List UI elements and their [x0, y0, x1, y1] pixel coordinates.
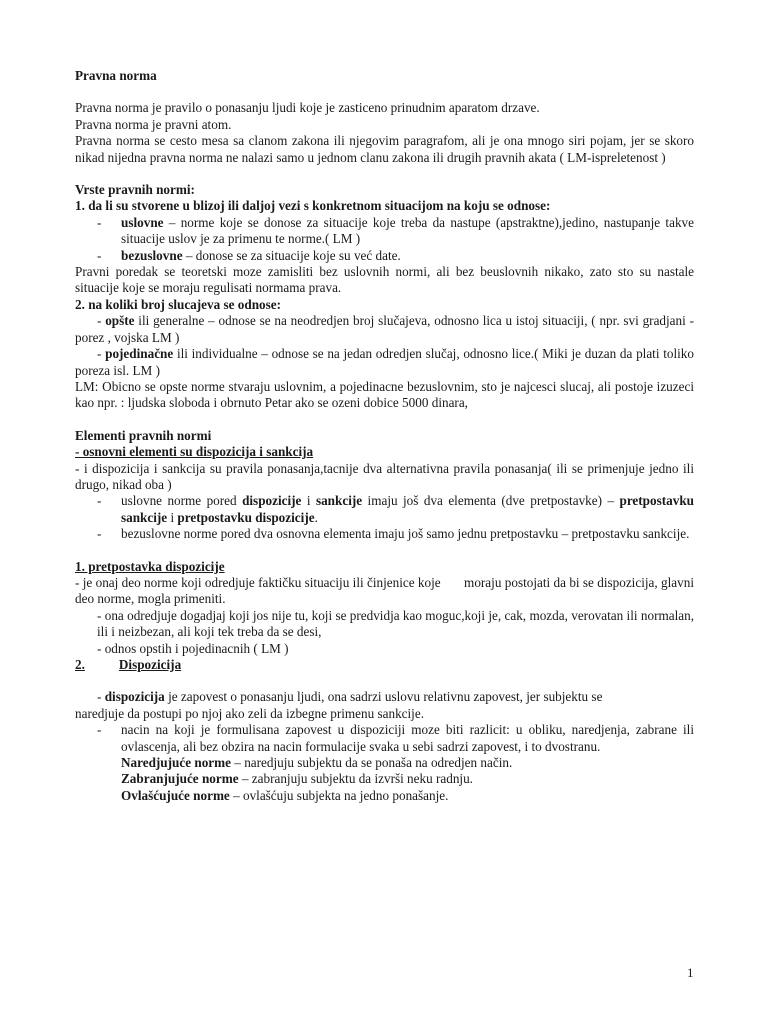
text-run: i — [167, 509, 178, 525]
pretpostavka-heading: 1. pretpostavka dispozicije — [75, 558, 225, 574]
text-run: – naredjuju subjektu da se ponaša na odredjen način. — [231, 755, 513, 771]
text-pojedinacne: ili individualne – odnose se na jedan odredjen slučaj, odnosno lice.( Miki je duzan da plati toliko poreza isl. LM ) — [75, 346, 694, 378]
term-naredjujuce: Naredjujuće norme — [121, 755, 231, 771]
text-bezuslovne: – donose se za situacije koje su već date. — [182, 247, 401, 263]
term-dispozicija: dispozicija — [104, 689, 165, 705]
text-run: je zapovest o ponasanju ljudi, ona sadrzi uslovu relativnu zapovest, jer subjektu se — [164, 689, 603, 705]
term-pojedinacne: pojedinačne — [105, 346, 174, 362]
dash-bullet: - — [97, 346, 106, 362]
pretpostavka-line2: - ona odredjuje dogadjaj koji jos nije tu, koji se predvidja kao moguc,koji je, cak, mozda, verovatan ili normalan, ili i neizbezan, ali koji tek treba da se desi, — [97, 607, 694, 640]
dash-bullet: - — [97, 214, 102, 230]
text-uslovne: – norme koje se donose za situacije koje treba da nastupe (apstraktne),jedino, nastupanje takve situacije uslov je za primenu te norme.( LM ) — [121, 214, 694, 247]
ovlascujuce-line — [75, 788, 694, 804]
intro-line-1: Pravna norma je pravilo o ponasanju ljudi koje je zasticeno prinudnim aparatom drzave. — [75, 100, 540, 116]
term-pretpostavku-dispozicije: pretpostavku dispozicije — [177, 509, 315, 525]
dash-bullet: - — [97, 313, 106, 329]
list-item-uslovne-elementi — [75, 493, 694, 526]
naredjujuce-line — [75, 755, 694, 771]
text-run: – ovlašćuju subjekta na jedno ponašanje. — [229, 787, 449, 803]
dispozicija-heading: Dispozicija — [118, 657, 182, 672]
document-page — [75, 68, 698, 804]
dispozicija-def-cont: naredjuje da postupi po njoj ako zeli da izbegne primenu sankcije. — [75, 705, 424, 721]
intro-line-2: Pravna norma je pravni atom. — [75, 116, 232, 132]
dash-bullet: - — [97, 493, 102, 509]
term-bezuslovne: bezuslovne — [121, 247, 183, 263]
list-item-bezuslovne — [75, 248, 694, 264]
list-item-bezuslovne-elementi — [75, 526, 694, 542]
term-opste: opšte — [105, 313, 135, 329]
term-zabranjujuce: Zabranjujuće norme — [121, 771, 239, 787]
dash-bullet: - — [97, 722, 102, 738]
term-pretpostavku-sankcije: pretpostavku sankcije — [121, 493, 694, 525]
term-sankcije: sankcije — [315, 493, 363, 509]
pretpostavka-line1: - je onaj deo norme koji odredjuje faktičku situaciju ili činjenice koje moraju postojati da bi se dispozicija, glavni deo norme, mogla primeniti. — [75, 574, 698, 607]
term-ovlascujuce: Ovlašćujuće norme — [121, 787, 230, 803]
text-run: – zabranjuju subjektu da izvrši neku radnju. — [238, 771, 473, 787]
text-opste: ili generalne – odnose se na neodredjen broj slučajeva, odnosno lica u istoj situaciji, ( npr. svi gradjani - porez , vojska LM ) — [75, 313, 694, 345]
term-uslovne: uslovne — [121, 214, 164, 230]
vrste-heading: Vrste pravnih normi: — [75, 182, 195, 198]
dispozicija-heading-row — [75, 657, 694, 673]
text-run: nacin na koji je formulisana zapovest u dispoziciji moze biti razlicit: u obliku, naredjenja, zabrane ili ovlascenja, ali bez obzira na nacin formulacije svaka u sebi sadrzi zapovest, i to dvostranu. — [121, 722, 694, 754]
page-number: 1 — [687, 965, 694, 980]
dispozicija-def — [75, 689, 694, 705]
list-item-uslovne — [75, 215, 694, 248]
pojedinacne-paragraph — [75, 346, 694, 379]
text-run: uslovne norme pored — [121, 493, 243, 509]
term-dispozicije: dispozicije — [242, 493, 302, 509]
text-run: bezuslovne norme pored dva osnovna elementa imaju još samo jednu pretpostavku – pretpostavku sankcije. — [121, 526, 690, 542]
elementi-subheading: - osnovni elementi su dispozicija i sankcija — [75, 444, 314, 460]
list-item-nacin — [75, 722, 694, 755]
dash-bullet: - — [97, 247, 102, 263]
page-title: Pravna norma — [75, 68, 157, 83]
dispozicija-heading-num: 2. — [75, 657, 85, 672]
vrste-sub2: 2. na koliki broj slucajeva se odnose: — [75, 296, 282, 312]
pretpostavka-line3: - odnos opstih i pojedinacnih ( LM ) — [97, 640, 289, 656]
text-run: i — [301, 493, 316, 509]
text-run: . — [314, 509, 318, 525]
text-run: imaju još dva elementa (dve pretpostavke) – — [362, 493, 620, 509]
elementi-line1: - i dispozicija i sankcija su pravila ponasanja,tacnije dva alternativna pravila ponasanja( ili se primenjuje jedno ili drugo, nikad oba ) — [75, 460, 694, 492]
opste-paragraph — [75, 313, 694, 346]
dash-bullet: - — [97, 526, 102, 542]
poredak-paragraph: Pravni poredak se teoretski moze zamisliti bez uslovnih normi, ali bez beuslovnih nikako, zato sto su nastale situacije koje se moraju regulisati normama prava. — [75, 264, 694, 296]
vrste-sub1: 1. da li su stvorene u blizoj ili daljoj vezi s konkretnom situacijom na koju se odnose: — [75, 198, 551, 214]
elementi-heading: Elementi pravnih normi — [75, 427, 212, 443]
intro-line-3: Pravna norma se cesto mesa sa clanom zakona ili njegovim paragrafom, ali je ona mnogo siri pojam, jer se skoro nikad nijedna pravna norma ne nalazi samo u jednom clanu zakona ili drugih pravnih akata ( LM-ispreletenost ) — [75, 133, 694, 165]
lm-note: LM: Obicno se opste norme stvaraju uslovnim, a pojedinacne bezuslovnim, sto je najcesci slucaj, ali postoje izuzeci kao npr. : ljudska sloboda i obrnuto Petar ako se ozeni dobice 5000 dinara, — [75, 378, 694, 411]
zabranjujuce-line — [75, 771, 694, 787]
dash-bullet: - — [97, 689, 105, 705]
